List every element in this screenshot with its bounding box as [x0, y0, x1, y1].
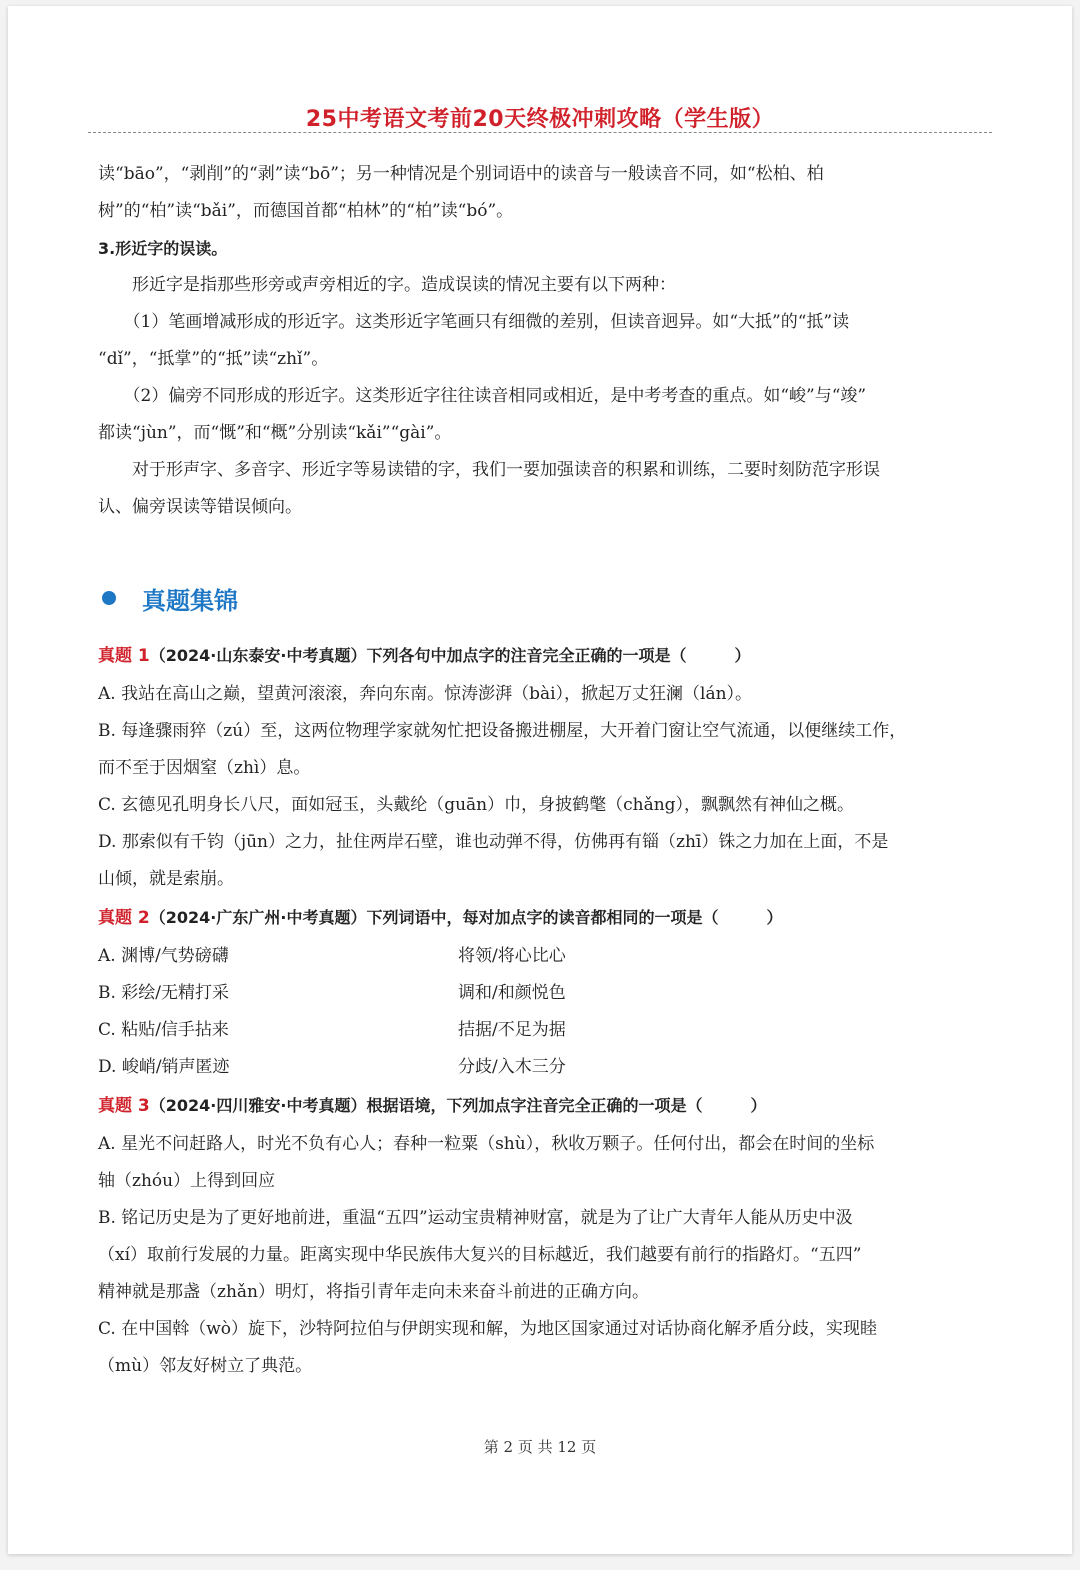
paragraph-cont: 认、偏旁误读等错误倾向。: [98, 497, 302, 517]
question-stem: [98, 1086, 988, 1126]
page-content: [98, 156, 988, 1385]
option-row: [98, 938, 988, 975]
option-line: B. 铭记历史是为了更好地前进，重温“五四”运动宝贵精神财富，就是为了让广大青年人能从历史中汲: [98, 1208, 853, 1228]
text-line: 读“bāo”，“剥削”的“剥”读“bō”；另一种情况是个别词语中的读音与一般读音不同，如“松柏、柏: [98, 164, 824, 184]
option-line: D. 那索似有千钧（jūn）之力，扯住两岸石壁，谁也动弹不得，仿佛再有锱（zhī）铢之力加在上面，不是: [98, 832, 889, 852]
page-header-title: 25中考语文考前20天终极冲刺攻略（学生版）: [305, 107, 775, 132]
paragraph-cont: 都读“jùn”，而“慨”和“概”分别读“kǎi”“gài”。: [98, 423, 452, 443]
option-right: 拮据/不足为据: [458, 1020, 566, 1040]
option-left: B. 彩绘/无精打采: [98, 983, 230, 1003]
question-stem: [98, 636, 988, 676]
option-line: C. 玄德见孔明身长八尺，面如冠玉，头戴纶（guān）巾，身披鹤氅（chǎng），飘飘然有神仙之概。: [98, 795, 855, 815]
bullet-dot-icon: [102, 591, 116, 605]
option-right: 分歧/入木三分: [458, 1057, 566, 1077]
option-line: 轴（zhóu）上得到回应: [98, 1171, 276, 1191]
paragraph-cont: “dǐ”，“抵掌”的“抵”读“zhǐ”。: [98, 349, 329, 369]
subheading: 3.形近字的误读。: [98, 239, 228, 258]
question-label: 真题 3: [98, 1096, 150, 1116]
page-number: 第 2 页 共 12 页: [483, 1438, 597, 1456]
option-row: [98, 1012, 988, 1049]
option-line: 而不至于因烟窒（zhì）息。: [98, 758, 311, 778]
header-divider: [88, 132, 992, 133]
option-left: C. 粘贴/信手拈来: [98, 1020, 229, 1040]
option-line: 精神就是那盏（zhǎn）明灯，将指引青年走向未来奋斗前进的正确方向。: [98, 1282, 649, 1302]
paragraph: 形近字是指那些形旁或声旁相近的字。造成误读的情况主要有以下两种：: [132, 275, 676, 295]
option-line: B. 每逢骤雨猝（zú）至，这两位物理学家就匆忙把设备搬进棚屋，大开着门窗让空气流通，以便继续工作，: [98, 721, 907, 741]
paragraph: 对于形声字、多音字、形近字等易读错的字，我们一要加强读音的积累和训练，二要时刻防范字形误: [132, 460, 880, 480]
text-line: 树”的“柏”读“bǎi”，而德国首都“柏林”的“柏”读“bó”。: [98, 201, 514, 221]
option-line: A. 我站在高山之巅，望黄河滚滚，奔向东南。惊涛澎湃（bài），掀起万丈狂澜（lán）。: [98, 684, 753, 704]
option-line: （mù）邻友好树立了典范。: [98, 1356, 313, 1376]
option-row: [98, 1049, 988, 1086]
paragraph: （1）笔画增减形成的形近字。这类形近字笔画只有细微的差别，但读音迥异。如“大抵”的“抵”读: [123, 312, 850, 332]
option-row: [98, 975, 988, 1012]
option-line: 山倾，就是索崩。: [98, 869, 234, 889]
section-heading: [98, 578, 988, 618]
option-left: A. 渊博/气势磅礴: [98, 946, 229, 966]
option-line: C. 在中国斡（wò）旋下，沙特阿拉伯与伊朗实现和解，为地区国家通过对话协商化解矛盾分歧，实现睦: [98, 1319, 877, 1339]
document-page: [8, 6, 1072, 1554]
option-left: D. 峻峭/销声匿迹: [98, 1057, 230, 1077]
option-right: 将领/将心比心: [458, 946, 566, 966]
question-text: （2024·山东泰安·中考真题）下列各句中加点字的注音完全正确的一项是（ ）: [149, 646, 751, 665]
question-label: 真题 1: [98, 646, 150, 666]
paragraph: （2）偏旁不同形成的形近字。这类形近字往往读音相同或相近，是中考考查的重点。如“峻”与“竣”: [123, 386, 867, 406]
option-right: 调和/和颜悦色: [458, 983, 566, 1003]
option-line: A. 星光不问赶路人，时光不负有心人；春种一粒粟（shù），秋收万颗子。任何付出，都会在时间的坐标: [98, 1134, 875, 1154]
question-label: 真题 2: [98, 908, 150, 928]
option-line: （xí）取前行发展的力量。距离实现中华民族伟大复兴的目标越近，我们越要有前行的指路灯。“五四”: [98, 1245, 862, 1265]
question-text: （2024·广东广州·中考真题）下列词语中，每对加点字的读音都相同的一项是（ ）: [149, 908, 783, 927]
question-stem: [98, 898, 988, 938]
question-text: （2024·四川雅安·中考真题）根据语境，下列加点字注音完全正确的一项是（ ）: [149, 1096, 767, 1115]
section-title: 真题集锦: [142, 586, 238, 615]
